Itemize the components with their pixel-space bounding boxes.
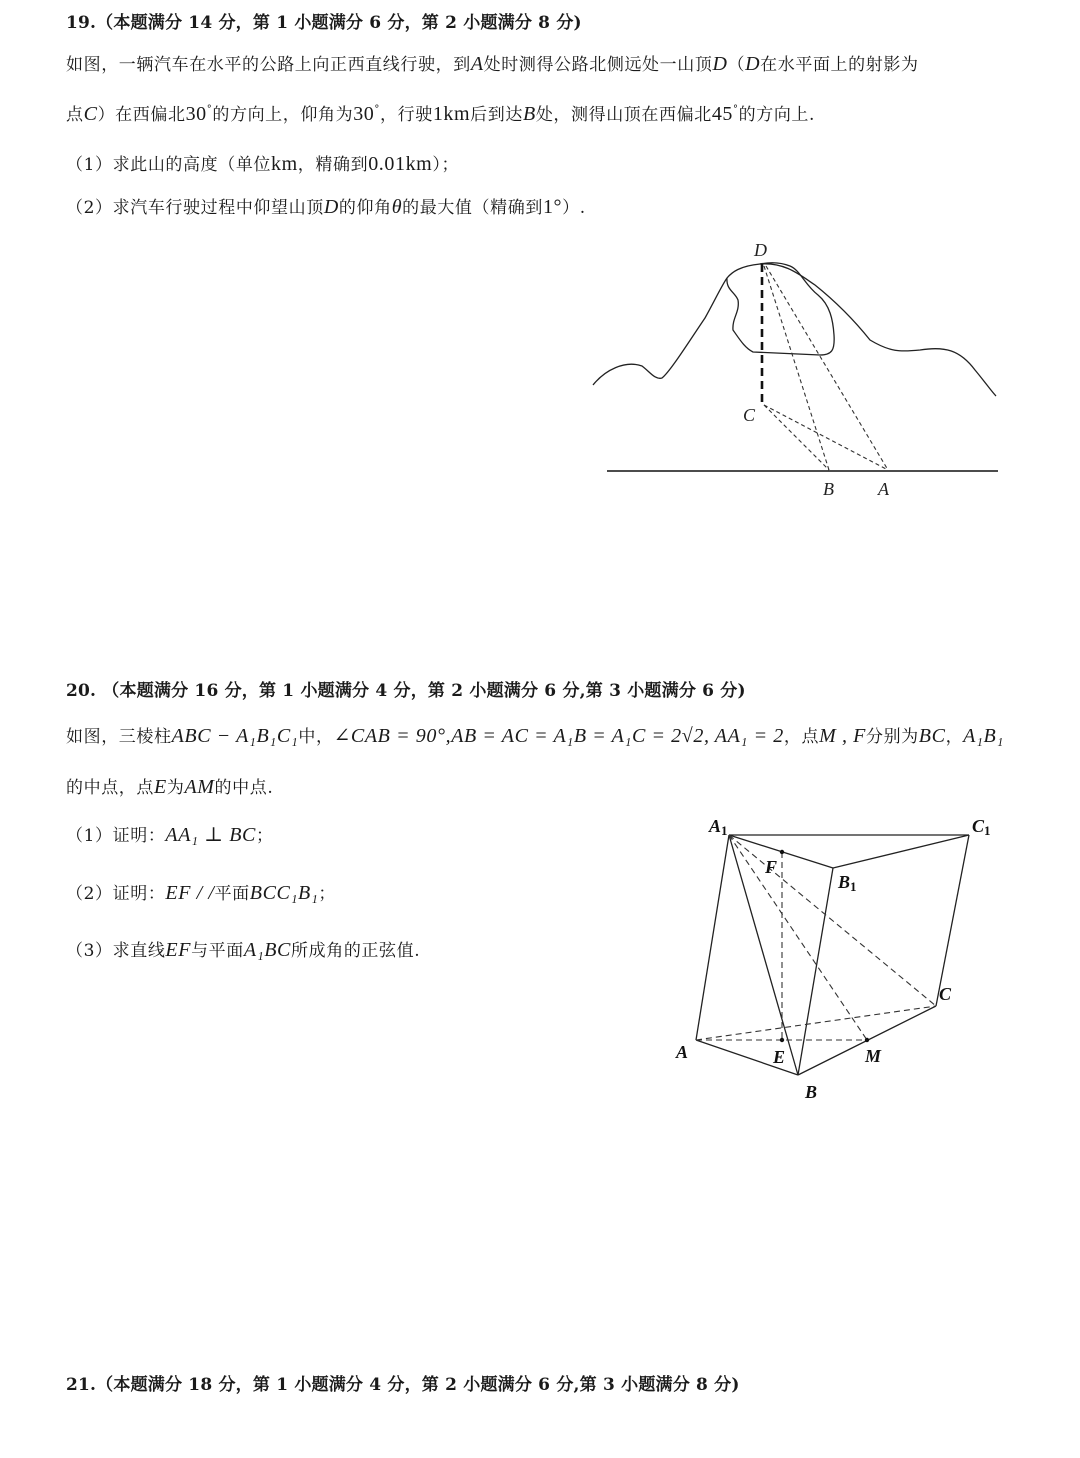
label-B: B [805,1082,818,1102]
segment-AM: AM [184,776,215,798]
unit: km [271,153,298,175]
text: 的中点，点 [66,778,154,798]
label-D: D [754,240,767,260]
distance-value: 1km [432,103,471,125]
edge-BB1 [798,868,833,1075]
text: ， [945,727,964,747]
text: 处时测得公路北侧远处一山顶 [483,55,713,75]
q20-header: 20. （本题满分 16 分，第 1 小题满分 4 分，第 2 小题满分 6 分,第 3 小题满分 6 分) [66,681,746,701]
label-A: A [676,1042,689,1062]
label-B1: B1 [838,872,857,894]
segment-A1M [729,835,867,1040]
text: ，行驶 [380,105,433,125]
point-E-dot [780,1038,784,1042]
precision: 1° [542,196,563,218]
text: ）在西偏北 [97,105,186,125]
text: 中， [298,727,334,747]
text: 后到达 [470,105,523,125]
label-C1: C1 [972,816,991,838]
text: （ [727,55,746,75]
point-B: B [522,103,536,125]
angle-condition: ∠CAB = 90° [333,725,446,747]
expression: AA₁ ⊥ BC [165,824,256,846]
edge-AA1 [696,835,729,1040]
edge-B1C1 [833,835,969,868]
prism-name: ABC − A₁B₁C₁ [171,725,299,747]
text: ； [318,884,337,904]
label-C: C [939,984,952,1004]
label-F: F [765,857,778,877]
label-B: B [823,479,834,499]
text: 点 [66,105,84,125]
text: 所成角的正弦值. [291,941,421,961]
segment-A1B1: A₁B₁ [963,725,1004,747]
edge-CC1 [936,835,969,1006]
angle-value: 45 [711,103,734,125]
text: 处，测得山顶在西偏北 [535,105,712,125]
text: 分别为 [865,727,919,747]
text: 如图，一辆汽车在水平的公路上向正西直线行驶，到 [66,55,471,75]
q19-statement-line2: 点C）在西偏北30°的方向上，仰角为30°，行驶1km后到达B处，测得山顶在西偏北45°的方向上. [66,103,816,125]
expression: EF [165,939,192,961]
label-A: A [878,479,889,499]
plane-name: BCC₁B₁ [249,882,319,904]
point-D: D [712,53,728,75]
precision: 0.01km [368,153,433,175]
text: ，点 [783,727,820,747]
text: 与平面 [191,941,244,961]
points-MF: M , F [819,725,866,747]
text: （3）求直线 [66,941,166,961]
text: 的方向上，仰角为 [212,105,354,125]
point-F-dot [780,850,784,854]
text: 的中点. [214,778,274,798]
label-M: M [865,1046,882,1066]
label-C: C [743,405,756,425]
segment-A1C [729,835,936,1006]
text: ； [255,826,274,846]
plane-name: A₁BC [243,939,292,961]
label-E: E [773,1047,786,1067]
edge-AC [696,1006,936,1040]
q21-header: 21.（本题满分 18 分，第 1 小题满分 4 分，第 2 小题满分 6 分,第 3 小题满分 8 分) [66,1375,740,1395]
point-M-dot [865,1038,869,1042]
text: 如图，三棱柱 [66,727,172,747]
label-A1: A1 [709,816,728,838]
angle-value: 30 [353,103,375,125]
point-C: C [83,103,98,125]
text: ，精确到 [297,155,369,175]
length-conditions: ,AB = AC = A₁B = A₁C = 2√2, AA₁ = 2 [445,725,784,747]
point-D: D [745,53,761,75]
text: （1）求此山的高度（单位 [66,155,272,175]
text: 平面 [214,884,250,904]
text: 为 [166,778,185,798]
point-D: D [323,196,339,218]
text: ）. [562,198,586,218]
text: （2）证明： [66,884,166,904]
text: 在水平面上的射影为 [760,55,919,75]
expression: EF / / [165,882,215,904]
segment-BC: BC [918,725,946,747]
point-E: E [154,776,167,798]
text: （2）求汽车行驶过程中仰望山顶 [66,198,324,218]
text: 的方向上. [738,105,816,125]
point-A: A [470,53,484,75]
text: 的最大值（精确到 [402,198,543,218]
angle-value: 30 [185,103,207,125]
q19-header: 19.（本题满分 14 分，第 1 小题满分 6 分，第 2 小题满分 8 分) [66,13,582,33]
edge-A1B [729,835,798,1075]
text: ）； [432,155,460,175]
theta-symbol: θ [391,196,403,218]
text: 的仰角 [338,198,392,218]
text: （1）证明： [66,826,166,846]
